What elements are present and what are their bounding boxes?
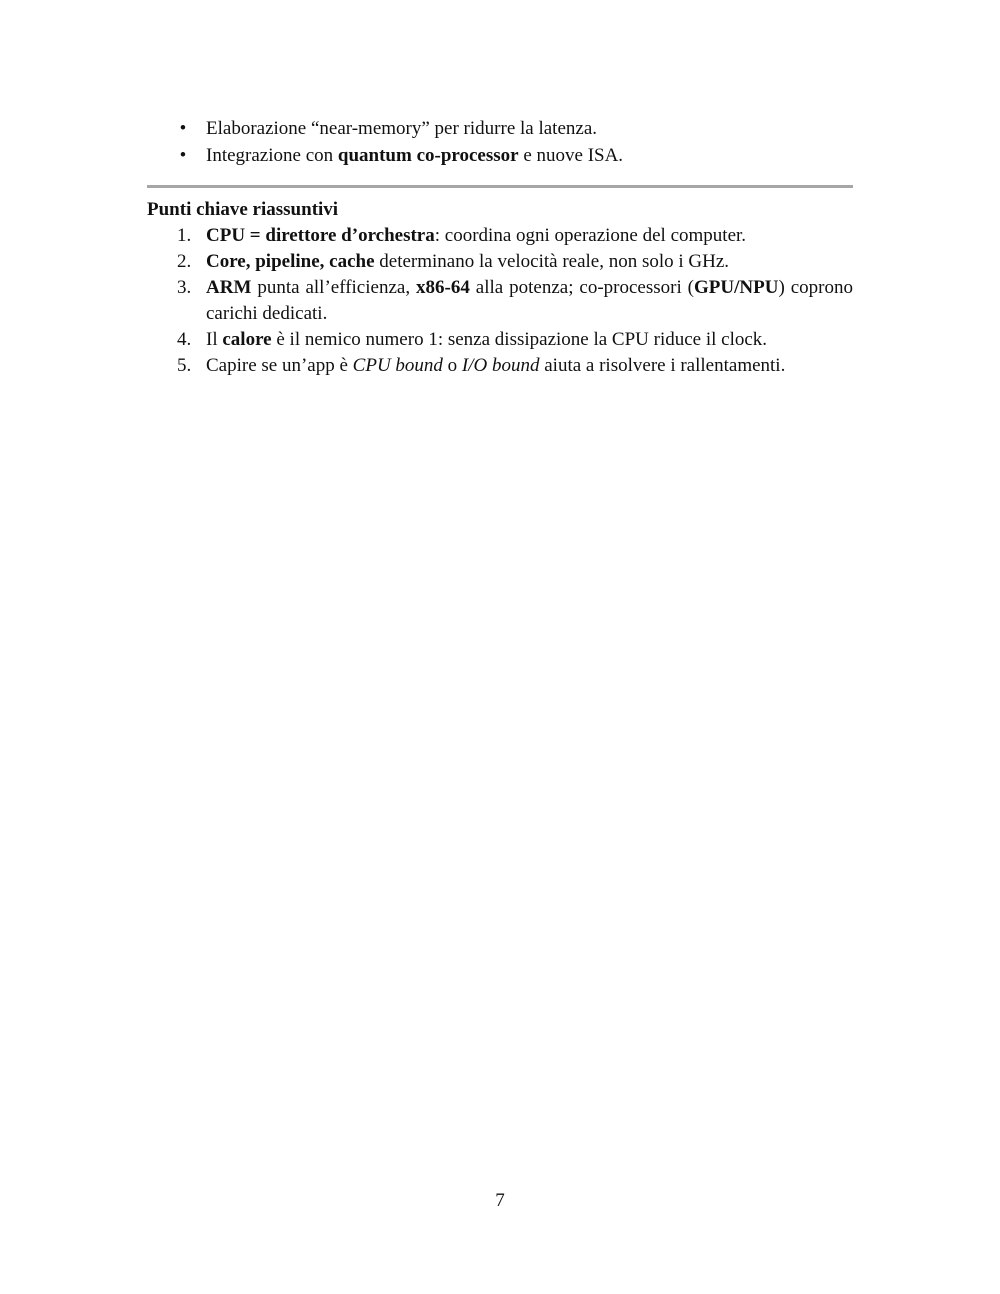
- italic-term: CPU bound: [352, 355, 443, 376]
- list-item: [147, 353, 853, 379]
- text-span: determinano la velocità reale, non solo i GHz.: [374, 251, 730, 272]
- bold-term: Core, pipeline, cache: [206, 251, 375, 272]
- text-span: è il nemico numero 1: senza dissipazione la CPU riduce il clock.: [271, 329, 768, 350]
- bold-term: calore: [222, 329, 272, 350]
- item-text: [206, 355, 785, 376]
- list-item: [147, 143, 853, 170]
- item-number: 3.: [177, 277, 192, 298]
- item-text: [206, 251, 729, 272]
- bullet-text: [206, 145, 623, 166]
- horizontal-divider: [147, 185, 853, 188]
- italic-term: I/O bound: [461, 355, 540, 376]
- item-number: 5.: [177, 355, 192, 376]
- text-span: Capire se un’app è: [206, 355, 353, 376]
- list-item: [147, 249, 853, 275]
- item-number: 2.: [177, 251, 192, 272]
- list-item: [147, 223, 853, 249]
- item-text: [206, 275, 853, 327]
- text-span: alla potenza; co-processori (: [469, 277, 695, 298]
- text-span: Il: [206, 329, 223, 350]
- text-span: e nuove ISA.: [518, 145, 624, 166]
- bold-term: ARM: [206, 277, 252, 298]
- text-span: o: [442, 355, 462, 376]
- list-item: [147, 275, 853, 327]
- bold-term: x86-64: [416, 277, 470, 298]
- page-number: 7: [495, 1190, 505, 1211]
- bold-term: CPU = direttore d’orchestra: [206, 225, 435, 246]
- summary-list: [147, 223, 853, 379]
- item-text: [206, 329, 767, 350]
- text-span: aiuta a risolvere i rallentamenti.: [539, 355, 786, 376]
- text-span: punta all’efficienza,: [251, 277, 416, 298]
- bold-term: quantum co-processor: [337, 145, 519, 166]
- list-item: [147, 327, 853, 353]
- item-text: [206, 225, 746, 246]
- text-span: Integrazione con: [206, 145, 338, 166]
- bullet-icon: •: [179, 118, 187, 139]
- bullet-list: [147, 116, 853, 170]
- text-span: ) coprono carichi dedicati.: [206, 277, 853, 324]
- item-number: 1.: [177, 225, 192, 246]
- bullet-text: Elaborazione “near-memory” per ridurre la latenza.: [206, 118, 598, 139]
- bullet-icon: •: [179, 145, 187, 166]
- list-item: [147, 116, 853, 143]
- text-span: : coordina ogni operazione del computer.: [434, 225, 747, 246]
- item-number: 4.: [177, 329, 192, 350]
- bold-term: GPU/NPU: [694, 277, 779, 298]
- section-heading: Punti chiave riassuntivi: [147, 199, 339, 220]
